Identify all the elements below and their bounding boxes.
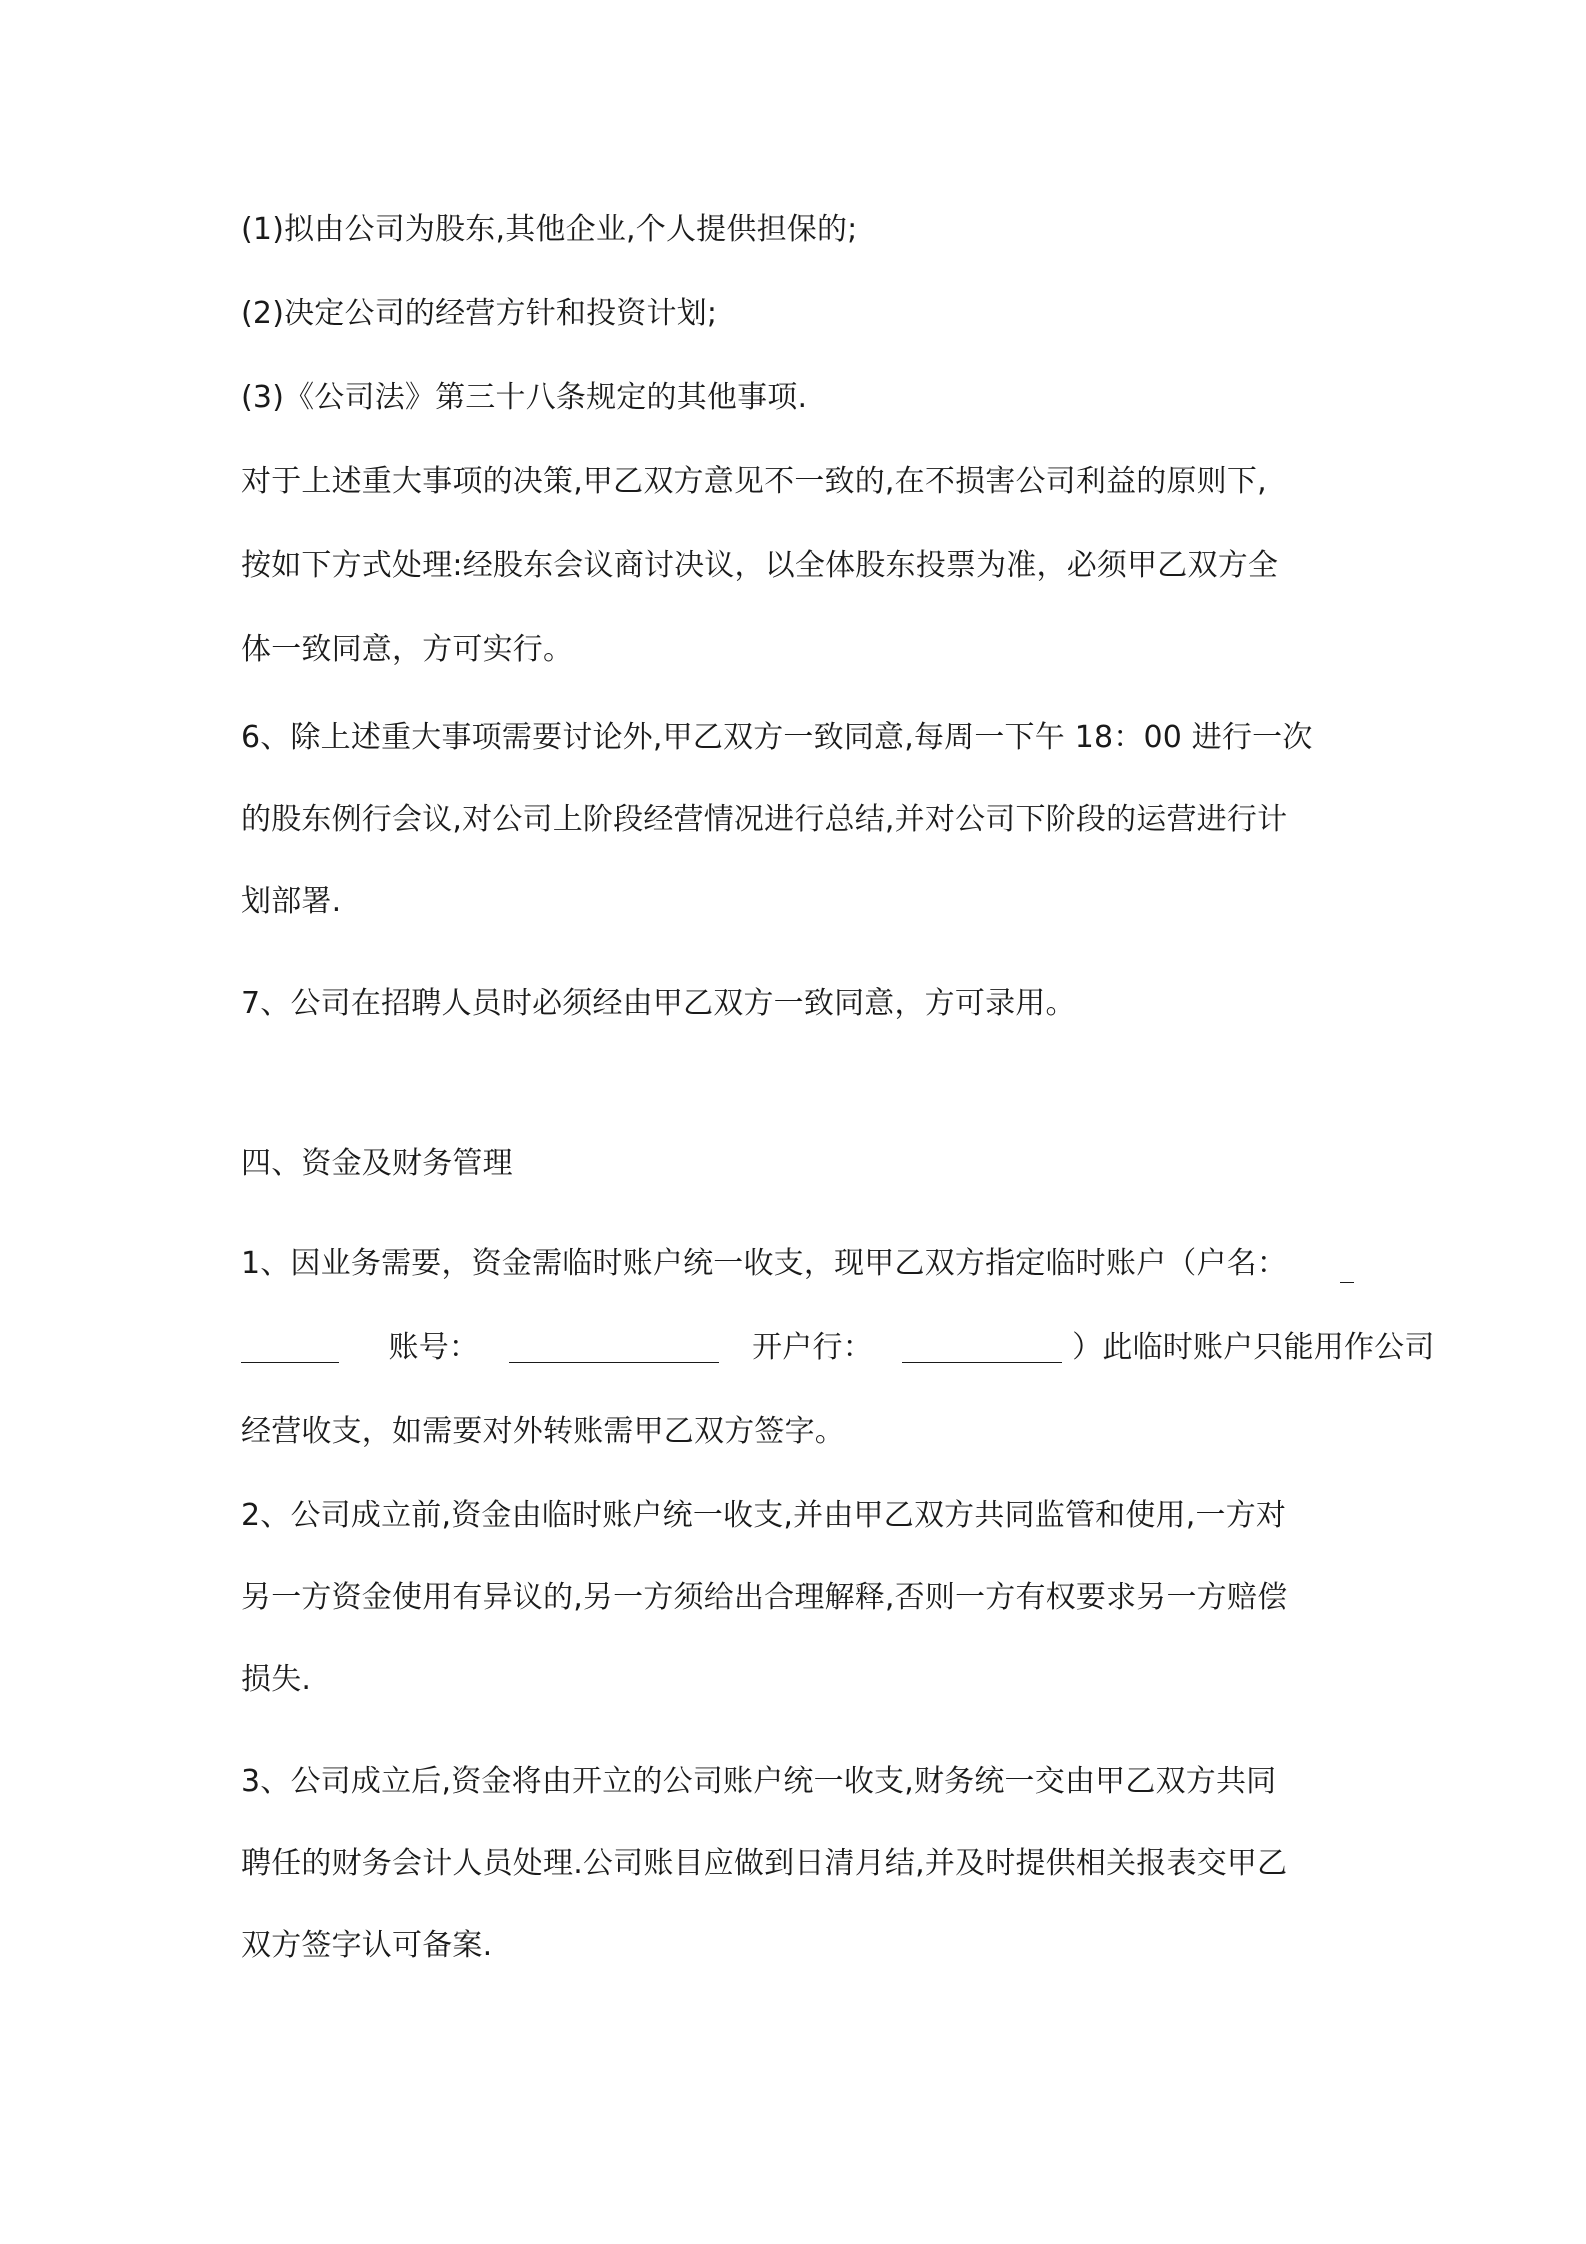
text-line: 7、公司在招聘人员时必须经由甲乙双方一致同意，方可录用。 (241, 986, 1076, 1021)
text-line: 按如下方式处理:经股东会议商讨决议，以全体股东投票为准，必须甲乙双方全 (241, 548, 1279, 583)
text-line: 损失. (241, 1662, 312, 1697)
text-line: 另一方资金使用有异议的,另一方须给出合理解释,否则一方有权要求另一方赔偿 (241, 1580, 1288, 1615)
text-line: (3)《公司法》第三十八条规定的其他事项. (241, 380, 808, 415)
text-line: 6、除上述重大事项需要讨论外,甲乙双方一致同意,每周一下午 18：00 进行一次 (241, 720, 1313, 755)
text-line: (2)决定公司的经营方针和投资计划; (241, 296, 718, 331)
account-number-label: 账号： (388, 1330, 480, 1365)
text-line: 双方签字认可备案. (241, 1928, 493, 1963)
account-name-blank (241, 1330, 339, 1363)
account-info-line (241, 1328, 1435, 1368)
bank-label: 开户行： (752, 1330, 873, 1365)
text-line: 体一致同意，方可实行。 (241, 632, 574, 667)
text-line: 经营收支，如需要对外转账需甲乙双方签字。 (241, 1414, 845, 1449)
text-line: 对于上述重大事项的决策,甲乙双方意见不一致的,在不损害公司利益的原则下, (241, 464, 1267, 499)
text-line: 聘任的财务会计人员处理.公司账目应做到日清月结,并及时提供相关报表交甲乙 (241, 1846, 1288, 1881)
account-name-blank-start (1340, 1250, 1354, 1283)
account-number-blank (509, 1330, 719, 1363)
account-line-tail: ）此临时账户只能用作公司 (1072, 1330, 1435, 1365)
text-line: 的股东例行会议,对公司上阶段经营情况进行总结,并对公司下阶段的运营进行计 (241, 802, 1288, 837)
text-line: 2、公司成立前,资金由临时账户统一收支,并由甲乙双方共同监管和使用,一方对 (241, 1498, 1287, 1533)
text-line: 3、公司成立后,资金将由开立的公司账户统一收支,财务统一交由甲乙双方共同 (241, 1764, 1277, 1799)
text-line: 划部署. (241, 884, 342, 919)
section-heading: 四、资金及财务管理 (241, 1146, 513, 1181)
text-line: 1、因业务需要，资金需临时账户统一收支，现甲乙双方指定临时账户（户名： (241, 1246, 1288, 1281)
text-line: (1)拟由公司为股东,其他企业,个人提供担保的; (241, 212, 858, 247)
bank-blank (902, 1330, 1062, 1363)
